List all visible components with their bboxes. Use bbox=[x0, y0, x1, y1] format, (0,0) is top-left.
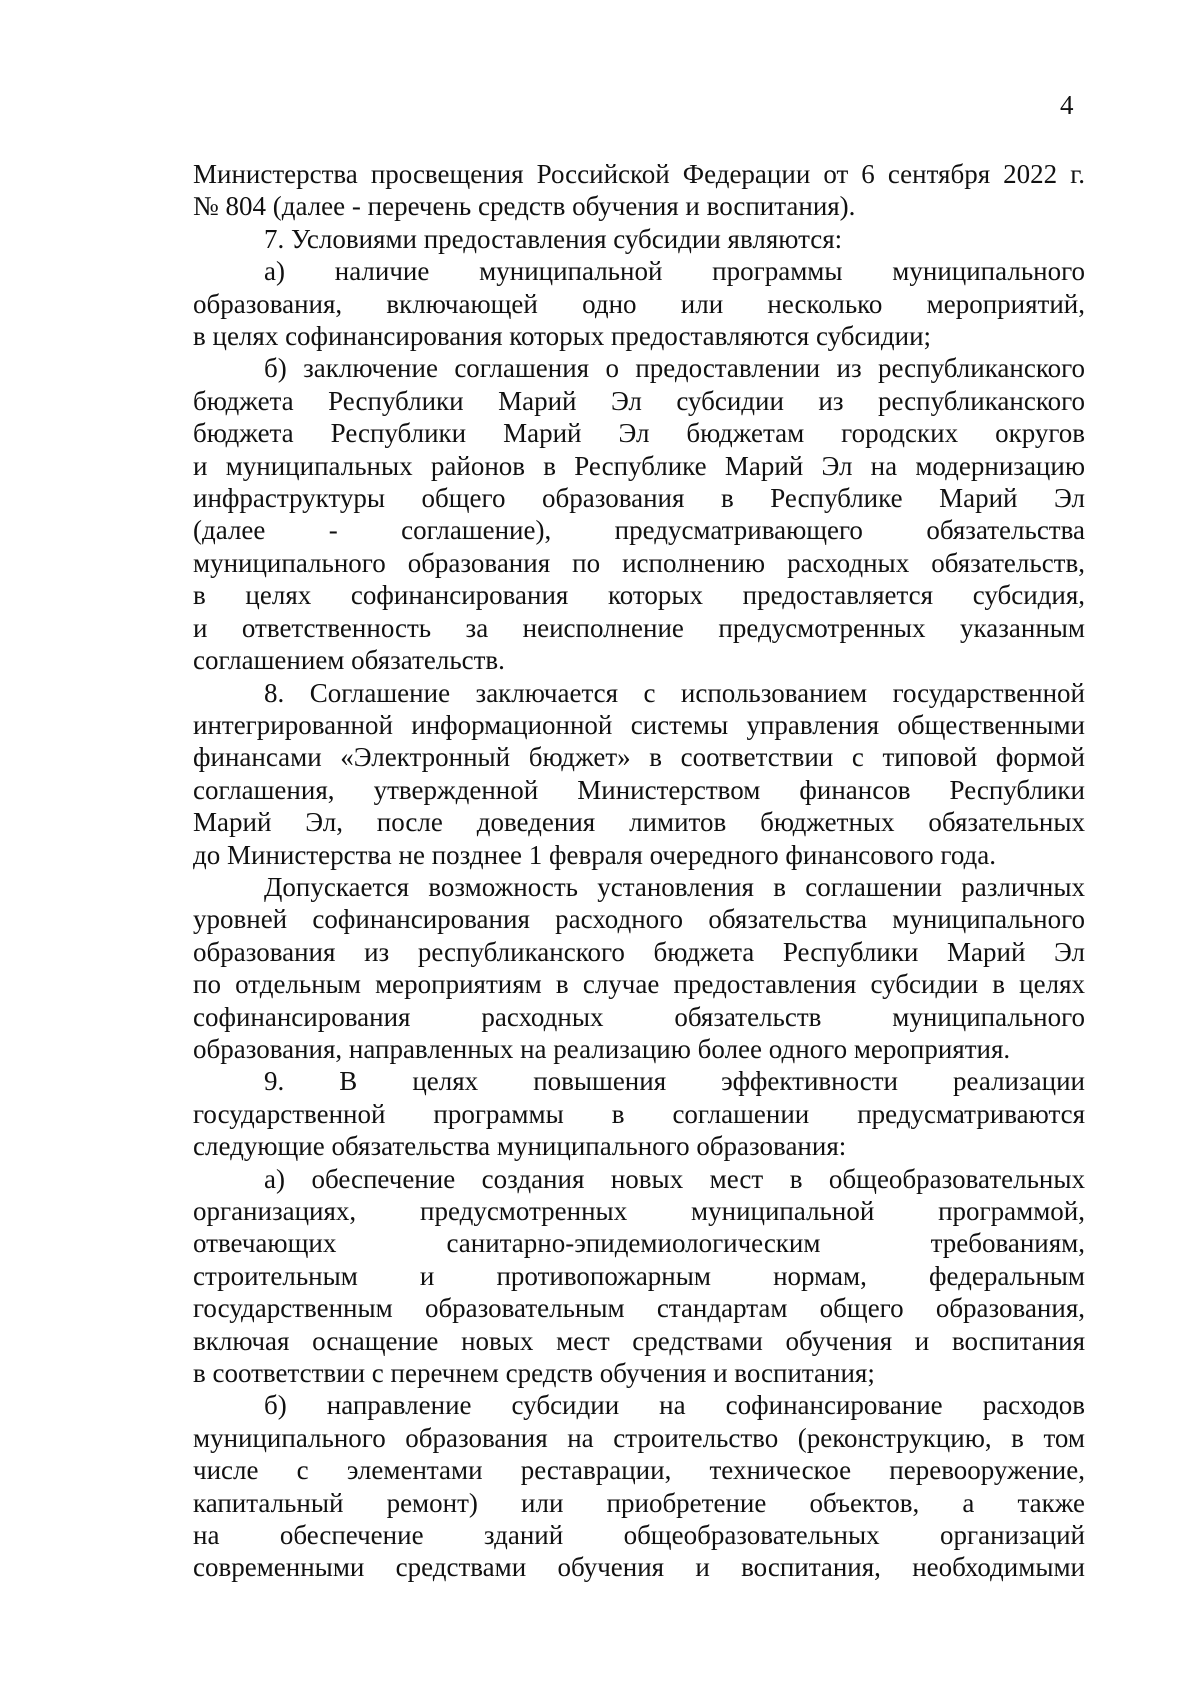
text-line: бюджета Республики Марий Эл бюджетам городских округов bbox=[193, 418, 1085, 449]
paragraph bbox=[193, 1163, 1085, 1390]
text-line: инфраструктуры общего образования в Республике Марий Эл bbox=[193, 483, 1085, 514]
paragraph bbox=[193, 1065, 1085, 1162]
text-line: б) заключение соглашения о предоставлении из республиканского bbox=[264, 353, 1085, 384]
paragraph bbox=[193, 1389, 1085, 1583]
text-line: уровней софинансирования расходного обязательства муниципального bbox=[193, 904, 1085, 935]
text-line: Марий Эл, после доведения лимитов бюджетных обязательных bbox=[193, 807, 1085, 838]
paragraph bbox=[193, 677, 1085, 871]
text-line: а) наличие муниципальной программы муниципального bbox=[264, 256, 1085, 287]
text-line: образования, направленных на реализацию более одного мероприятия. bbox=[193, 1033, 1011, 1064]
paragraph bbox=[193, 352, 1085, 676]
paragraph bbox=[193, 223, 1085, 255]
text-line: государственным образовательным стандартам общего образования, bbox=[193, 1293, 1085, 1324]
text-line: капитальный ремонт) или приобретение объектов, а также bbox=[193, 1487, 1085, 1518]
text-line: муниципального образования на строительство (реконструкцию, в том bbox=[193, 1422, 1085, 1453]
text-line: Допускается возможность установления в соглашении различных bbox=[264, 871, 1085, 902]
text-line: образования из республиканского бюджета Республики Марий Эл bbox=[193, 936, 1085, 967]
text-line: в целях софинансирования которых предоставляются субсидии; bbox=[193, 321, 932, 352]
text-line: 9. В целях повышения эффективности реализации bbox=[264, 1066, 1085, 1097]
paragraph bbox=[193, 871, 1085, 1065]
text-line: организациях, предусмотренных муниципальной программой, bbox=[193, 1196, 1085, 1226]
text-line: соглашением обязательств. bbox=[193, 645, 505, 676]
text-line: софинансирования расходных обязательств муниципального bbox=[193, 1001, 1085, 1032]
text-line: современными средствами обучения и воспитания, необходимыми bbox=[193, 1552, 1085, 1583]
text-line: включая оснащение новых мест средствами обучения и воспитания bbox=[193, 1325, 1085, 1356]
text-line: финансами «Электронный бюджет» в соответствии с типовой формой bbox=[193, 742, 1085, 773]
text-line: интегрированной информационной системы управления общественными bbox=[193, 709, 1085, 740]
text-line: строительным и противопожарным нормам, федеральным bbox=[193, 1260, 1085, 1291]
text-line: 7. Условиями предоставления субсидии являются: bbox=[264, 223, 843, 254]
text-line: следующие обязательства муниципального образования: bbox=[193, 1131, 847, 1162]
text-line: в целях софинансирования которых предоставляется субсидия, bbox=[193, 580, 1085, 611]
text-line: числе с элементами реставрации, техническое перевооружение, bbox=[193, 1455, 1085, 1486]
text-line: 8. Соглашение заключается с использованием государственной bbox=[264, 677, 1085, 708]
paragraph bbox=[193, 255, 1085, 352]
page-number: 4 bbox=[1060, 90, 1074, 120]
text-line: а) обеспечение создания новых мест в общеобразовательных bbox=[264, 1163, 1085, 1194]
text-line: Министерства просвещения Российской Федерации от 6 сентября 2022 г. bbox=[193, 159, 1085, 189]
text-line: по отдельным мероприятиям в случае предоставления субсидии в целях bbox=[193, 969, 1085, 1000]
text-line: муниципального образования по исполнению расходных обязательств, bbox=[193, 547, 1085, 578]
text-line: образования, включающей одно или несколько мероприятий, bbox=[193, 288, 1085, 319]
paragraph bbox=[193, 158, 1085, 223]
text-line: до Министерства не позднее 1 февраля очередного финансового года. bbox=[193, 839, 997, 870]
text-line: и муниципальных районов в Республике Марий Эл на модернизацию bbox=[193, 450, 1085, 481]
text-line: соглашения, утвержденной Министерством финансов Республики bbox=[193, 774, 1085, 805]
text-line: на обеспечение зданий общеобразовательных организаций bbox=[193, 1520, 1085, 1551]
text-line: государственной программы в соглашении предусматриваются bbox=[193, 1098, 1085, 1129]
text-line: б) направление субсидии на софинансирование расходов bbox=[264, 1390, 1085, 1421]
text-line: (далее - соглашение), предусматривающего обязательства bbox=[193, 515, 1085, 546]
document-body bbox=[193, 158, 1085, 1584]
text-line: № 804 (далее - перечень средств обучения и воспитания). bbox=[193, 191, 856, 222]
text-line: в соответствии с перечнем средств обучения и воспитания; bbox=[193, 1358, 875, 1389]
text-line: и ответственность за неисполнение предусмотренных указанным bbox=[193, 612, 1085, 643]
text-line: отвечающих санитарно-эпидемиологическим требованиям, bbox=[193, 1228, 1085, 1259]
text-line: бюджета Республики Марий Эл субсидии из республиканского bbox=[193, 385, 1085, 416]
